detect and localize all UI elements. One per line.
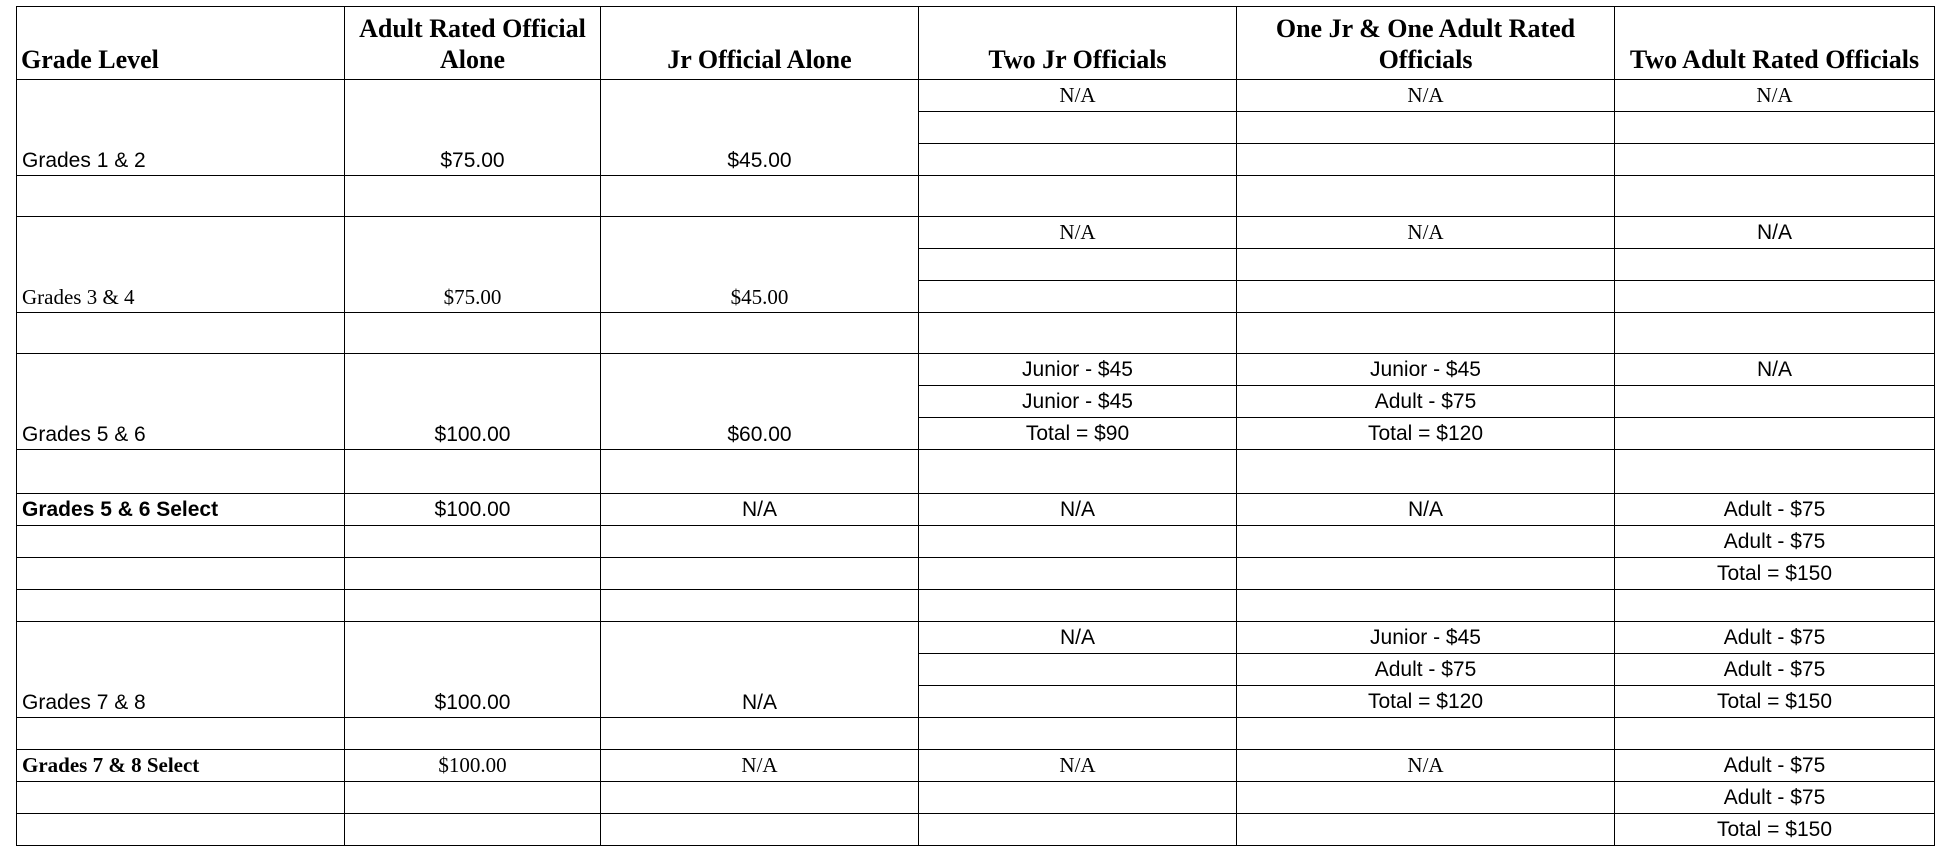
jr-alone-fee: $45.00 bbox=[601, 217, 919, 313]
one-jr-one-adult-line bbox=[1237, 112, 1615, 144]
jr-alone-fee: $60.00 bbox=[601, 354, 919, 450]
spacer-row bbox=[17, 313, 1935, 354]
spacer-row bbox=[17, 718, 1935, 750]
one-jr-one-adult-line: N/A bbox=[1237, 80, 1615, 112]
adult-alone-fee: $100.00 bbox=[345, 354, 601, 450]
table-row bbox=[17, 526, 1935, 558]
adult-alone-fee: $100.00 bbox=[345, 494, 601, 526]
two-jr-line: N/A bbox=[919, 750, 1237, 782]
two-jr-line bbox=[919, 249, 1237, 281]
table-row bbox=[17, 558, 1935, 590]
two-adult-line bbox=[1615, 418, 1935, 450]
two-adult-line: N/A bbox=[1615, 354, 1935, 386]
table-row bbox=[17, 750, 1935, 782]
officials-fee-table bbox=[16, 6, 1935, 846]
one-jr-one-adult-line bbox=[1237, 782, 1615, 814]
table-row bbox=[17, 782, 1935, 814]
two-adult-line: Adult - $75 bbox=[1615, 526, 1935, 558]
two-jr-line bbox=[919, 526, 1237, 558]
two-adult-line: Adult - $75 bbox=[1615, 782, 1935, 814]
two-adult-line bbox=[1615, 112, 1935, 144]
one-jr-one-adult-line bbox=[1237, 144, 1615, 176]
one-jr-one-adult-line bbox=[1237, 814, 1615, 846]
adult-alone-fee: $75.00 bbox=[345, 80, 601, 176]
table-row bbox=[17, 80, 1935, 112]
one-jr-one-adult-line: Adult - $75 bbox=[1237, 386, 1615, 418]
spacer-row bbox=[17, 176, 1935, 217]
two-adult-line: Adult - $75 bbox=[1615, 622, 1935, 654]
two-adult-line: Adult - $75 bbox=[1615, 494, 1935, 526]
table-row bbox=[17, 814, 1935, 846]
adult-alone-fee: $100.00 bbox=[345, 622, 601, 718]
grade-label: Grades 7 & 8 bbox=[17, 622, 345, 718]
header-jr-alone: Jr Official Alone bbox=[601, 7, 919, 80]
header-row bbox=[17, 7, 1935, 80]
adult-alone-fee: $100.00 bbox=[345, 750, 601, 782]
jr-alone-fee: $45.00 bbox=[601, 80, 919, 176]
one-jr-one-adult-line bbox=[1237, 249, 1615, 281]
two-adult-line: N/A bbox=[1615, 217, 1935, 249]
two-jr-line: Total = $90 bbox=[919, 418, 1237, 450]
one-jr-one-adult-line: N/A bbox=[1237, 750, 1615, 782]
two-jr-line bbox=[919, 814, 1237, 846]
two-jr-line bbox=[919, 686, 1237, 718]
one-jr-one-adult-line: Total = $120 bbox=[1237, 418, 1615, 450]
two-adult-line: Adult - $75 bbox=[1615, 750, 1935, 782]
two-jr-line bbox=[919, 281, 1237, 313]
two-jr-line: N/A bbox=[919, 217, 1237, 249]
two-adult-line: Total = $150 bbox=[1615, 558, 1935, 590]
two-jr-line bbox=[919, 144, 1237, 176]
one-jr-one-adult-line: Adult - $75 bbox=[1237, 654, 1615, 686]
two-adult-line: Adult - $75 bbox=[1615, 654, 1935, 686]
two-adult-line bbox=[1615, 386, 1935, 418]
header-one-jr-one-adult: One Jr & One Adult Rated Officials bbox=[1237, 7, 1615, 80]
two-adult-line bbox=[1615, 144, 1935, 176]
adult-alone-fee: $75.00 bbox=[345, 217, 601, 313]
one-jr-one-adult-line: Junior - $45 bbox=[1237, 354, 1615, 386]
header-two-adult: Two Adult Rated Officials bbox=[1615, 7, 1935, 80]
one-jr-one-adult-line: Junior - $45 bbox=[1237, 622, 1615, 654]
spacer-row bbox=[17, 450, 1935, 494]
table-row bbox=[17, 354, 1935, 386]
header-adult-alone: Adult Rated Official Alone bbox=[345, 7, 601, 80]
table-row bbox=[17, 217, 1935, 249]
two-adult-line: Total = $150 bbox=[1615, 814, 1935, 846]
grade-label: Grades 3 & 4 bbox=[17, 217, 345, 313]
two-adult-line bbox=[1615, 281, 1935, 313]
two-jr-line: N/A bbox=[919, 494, 1237, 526]
one-jr-one-adult-line bbox=[1237, 526, 1615, 558]
header-two-jr: Two Jr Officials bbox=[919, 7, 1237, 80]
two-jr-line bbox=[919, 782, 1237, 814]
two-jr-line: Junior - $45 bbox=[919, 386, 1237, 418]
two-adult-line bbox=[1615, 249, 1935, 281]
grade-label: Grades 5 & 6 bbox=[17, 354, 345, 450]
jr-alone-fee: N/A bbox=[601, 494, 919, 526]
two-jr-line: N/A bbox=[919, 622, 1237, 654]
one-jr-one-adult-line: N/A bbox=[1237, 217, 1615, 249]
two-adult-line: N/A bbox=[1615, 80, 1935, 112]
table-row bbox=[17, 494, 1935, 526]
one-jr-one-adult-line bbox=[1237, 558, 1615, 590]
grade-label: Grades 7 & 8 Select bbox=[17, 750, 345, 782]
jr-alone-fee: N/A bbox=[601, 750, 919, 782]
one-jr-one-adult-line: N/A bbox=[1237, 494, 1615, 526]
header-grade-level: Grade Level bbox=[17, 7, 345, 80]
two-jr-line bbox=[919, 654, 1237, 686]
two-jr-line bbox=[919, 558, 1237, 590]
grade-label: Grades 1 & 2 bbox=[17, 80, 345, 176]
one-jr-one-adult-line: Total = $120 bbox=[1237, 686, 1615, 718]
two-jr-line bbox=[919, 112, 1237, 144]
two-jr-line: Junior - $45 bbox=[919, 354, 1237, 386]
two-jr-line: N/A bbox=[919, 80, 1237, 112]
jr-alone-fee: N/A bbox=[601, 622, 919, 718]
two-adult-line: Total = $150 bbox=[1615, 686, 1935, 718]
spacer-row bbox=[17, 590, 1935, 622]
table-row bbox=[17, 622, 1935, 654]
one-jr-one-adult-line bbox=[1237, 281, 1615, 313]
grade-label: Grades 5 & 6 Select bbox=[17, 494, 345, 526]
